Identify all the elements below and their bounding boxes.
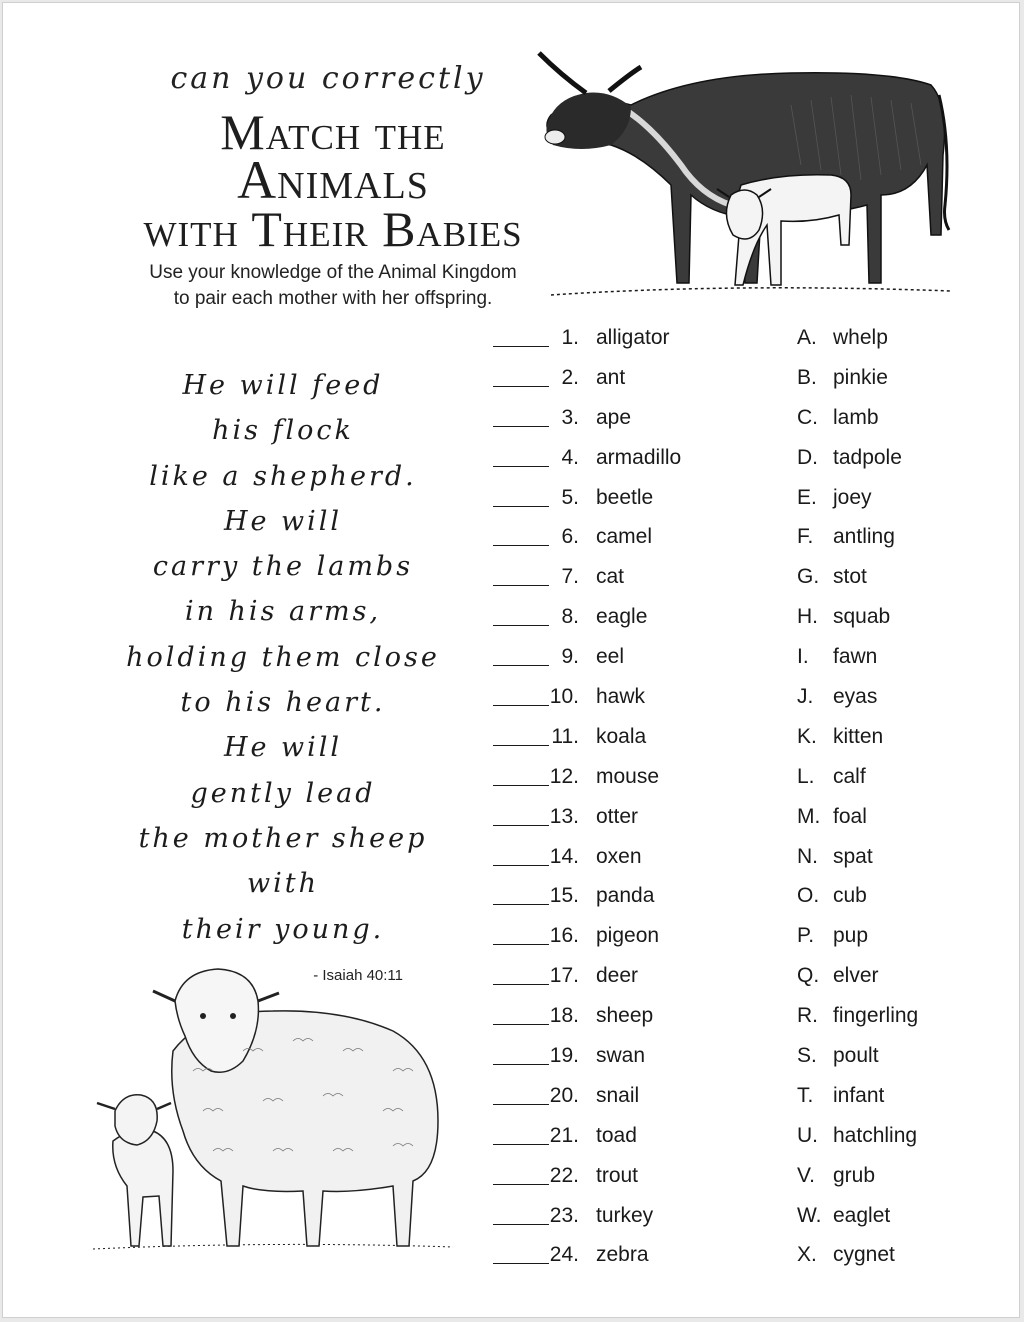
- animal-name: turkey: [596, 1203, 654, 1227]
- item-letter: U.: [797, 1123, 818, 1147]
- list-item: [493, 842, 783, 882]
- animal-name: snail: [596, 1083, 640, 1107]
- babies-list: [797, 323, 997, 1280]
- item-number: 5.: [561, 485, 579, 509]
- item-letter: P.: [797, 924, 815, 948]
- list-item: [493, 1001, 783, 1041]
- item-number: 13.: [549, 804, 579, 828]
- verse-line: holding them close: [126, 641, 440, 673]
- animal-name: mouse: [596, 764, 660, 788]
- item-letter: N.: [797, 844, 818, 868]
- verse-line: with: [247, 868, 319, 900]
- list-item: [493, 403, 783, 443]
- verse-line: the mother sheep: [138, 822, 428, 854]
- answer-blank[interactable]: [493, 785, 549, 786]
- list-item: [797, 323, 997, 363]
- baby-name: fingerling: [833, 1004, 919, 1028]
- list-item: [797, 1240, 997, 1280]
- baby-name: spat: [833, 844, 873, 868]
- item-letter: H.: [797, 605, 818, 629]
- list-item: [493, 522, 783, 562]
- worksheet-page: [2, 2, 1020, 1318]
- item-letter: E.: [797, 485, 817, 509]
- list-item: [797, 363, 997, 403]
- item-number: 2.: [561, 365, 579, 389]
- item-number: 10.: [549, 685, 579, 709]
- intro-line-1: Use your knowledge of the Animal Kingdom: [149, 262, 517, 283]
- list-item: [493, 722, 783, 762]
- list-item: [797, 562, 997, 602]
- list-item: [493, 961, 783, 1001]
- list-item: [493, 602, 783, 642]
- intro-line-2: to pair each mother with her offspring.: [173, 288, 493, 309]
- item-number: 4.: [561, 445, 579, 469]
- item-number: 8.: [561, 605, 579, 629]
- baby-name: whelp: [833, 326, 888, 349]
- list-item: [797, 722, 997, 762]
- animal-name: camel: [596, 525, 653, 549]
- list-item: [797, 961, 997, 1001]
- item-number: 7.: [561, 565, 579, 589]
- animal-name: cat: [596, 565, 625, 589]
- list-item: [493, 1121, 783, 1161]
- answer-blank[interactable]: [493, 1064, 549, 1065]
- item-number: 16.: [549, 924, 579, 948]
- item-number: 1.: [561, 326, 579, 349]
- list-item: [797, 1081, 997, 1121]
- item-letter: C.: [797, 405, 818, 429]
- item-number: 24.: [549, 1243, 579, 1267]
- animal-name: oxen: [596, 844, 642, 868]
- list-item: [797, 642, 997, 682]
- subtitle: can you correctly: [170, 61, 486, 96]
- answer-blank[interactable]: [493, 426, 549, 427]
- verse-line: carry the lambs: [152, 551, 414, 583]
- verse-line: their young.: [181, 913, 385, 945]
- list-item: [797, 1161, 997, 1201]
- item-number: 6.: [561, 525, 579, 549]
- animal-name: zebra: [596, 1243, 649, 1267]
- baby-name: grub: [833, 1163, 876, 1187]
- baby-name: pinkie: [833, 365, 888, 389]
- item-number: 21.: [549, 1123, 579, 1147]
- list-item: [797, 1041, 997, 1081]
- answer-blank[interactable]: [493, 625, 549, 626]
- item-number: 19.: [549, 1044, 579, 1068]
- animal-name: beetle: [596, 485, 654, 509]
- scripture-verse: [73, 363, 493, 952]
- item-letter: K.: [797, 724, 817, 748]
- title-line-1: Match the: [220, 104, 446, 160]
- item-number: 12.: [549, 764, 579, 788]
- item-number: 17.: [549, 964, 579, 988]
- item-letter: T.: [797, 1083, 814, 1107]
- title-line-3: with Their Babies: [143, 201, 523, 257]
- baby-name: eaglet: [833, 1203, 891, 1227]
- list-item: [493, 682, 783, 722]
- verse-citation: - Isaiah 40:11: [313, 967, 403, 984]
- baby-name: infant: [833, 1083, 885, 1107]
- list-item: [797, 881, 997, 921]
- list-item: [797, 1201, 997, 1241]
- animal-name: armadillo: [596, 445, 682, 469]
- baby-name: elver: [833, 964, 879, 988]
- answer-blank[interactable]: [493, 865, 549, 866]
- answer-blank[interactable]: [493, 705, 549, 706]
- list-item: [493, 1240, 783, 1280]
- list-item: [493, 1041, 783, 1081]
- animal-name: eagle: [596, 605, 648, 629]
- list-item: [493, 323, 783, 363]
- list-item: [493, 443, 783, 483]
- list-item: [493, 483, 783, 523]
- list-item: [797, 483, 997, 523]
- baby-name: poult: [833, 1044, 879, 1068]
- baby-name: tadpole: [833, 445, 902, 469]
- list-item: [493, 642, 783, 682]
- item-letter: I.: [797, 645, 809, 669]
- item-letter: W.: [797, 1203, 822, 1227]
- animal-name: deer: [596, 964, 639, 988]
- answer-blank[interactable]: [493, 1144, 549, 1145]
- answer-blank[interactable]: [493, 825, 549, 826]
- item-letter: F.: [797, 525, 814, 549]
- animal-name: sheep: [596, 1004, 654, 1028]
- baby-name: antling: [833, 525, 895, 549]
- list-item: [493, 363, 783, 403]
- baby-name: pup: [833, 924, 869, 948]
- item-letter: D.: [797, 445, 818, 469]
- item-letter: A.: [797, 326, 817, 349]
- verse-line: in his arms,: [184, 596, 382, 628]
- answer-blank[interactable]: [493, 745, 549, 746]
- item-number: 20.: [549, 1083, 579, 1107]
- baby-name: foal: [833, 804, 867, 828]
- animal-name: koala: [596, 724, 647, 748]
- answer-blank[interactable]: [493, 506, 549, 507]
- answer-blank[interactable]: [493, 346, 549, 347]
- verse-line: to his heart.: [180, 687, 386, 719]
- item-number: 11.: [551, 724, 579, 748]
- answer-blank[interactable]: [493, 665, 549, 666]
- animal-name: ape: [596, 405, 632, 429]
- baby-name: cygnet: [833, 1243, 895, 1267]
- item-letter: X.: [797, 1243, 817, 1267]
- item-letter: O.: [797, 884, 820, 908]
- cow-and-calf-illustration: [531, 45, 961, 305]
- baby-name: joey: [833, 485, 872, 509]
- list-item: [797, 443, 997, 483]
- list-item: [797, 762, 997, 802]
- answer-blank[interactable]: [493, 585, 549, 586]
- answer-blank[interactable]: [493, 1104, 549, 1105]
- item-letter: M.: [797, 804, 821, 828]
- verse-line: He will feed: [182, 370, 384, 401]
- baby-name: hatchling: [833, 1123, 918, 1147]
- baby-name: eyas: [833, 685, 878, 709]
- list-item: [797, 921, 997, 961]
- animal-name: eel: [596, 645, 625, 669]
- item-number: 9.: [561, 645, 579, 669]
- answer-blank[interactable]: [493, 466, 549, 467]
- list-item: [493, 1201, 783, 1241]
- animal-name: toad: [596, 1123, 637, 1147]
- animal-name: pigeon: [596, 924, 660, 948]
- list-item: [493, 762, 783, 802]
- list-item: [797, 1001, 997, 1041]
- item-letter: L.: [797, 764, 815, 788]
- title-line-2: Animals: [237, 150, 429, 210]
- sheep-and-lamb-illustration: [93, 961, 453, 1261]
- verse-line: his flock: [212, 415, 354, 447]
- answer-blank[interactable]: [493, 1224, 549, 1225]
- item-number: 14.: [549, 844, 579, 868]
- list-item: [797, 682, 997, 722]
- answer-blank[interactable]: [493, 1024, 549, 1025]
- baby-name: lamb: [833, 405, 879, 429]
- list-item: [493, 1081, 783, 1121]
- verse-line: He will: [223, 732, 343, 764]
- list-item: [493, 921, 783, 961]
- answer-blank[interactable]: [493, 1184, 549, 1185]
- list-item: [493, 1161, 783, 1201]
- list-item: [493, 562, 783, 602]
- item-number: 22.: [549, 1163, 579, 1187]
- item-number: 18.: [549, 1004, 579, 1028]
- baby-name: kitten: [833, 724, 884, 748]
- baby-name: fawn: [833, 645, 878, 669]
- list-item: [797, 802, 997, 842]
- answer-blank[interactable]: [493, 545, 549, 546]
- animal-name: otter: [596, 804, 639, 828]
- item-number: 15.: [549, 884, 579, 908]
- verse-line: like a shepherd.: [149, 460, 417, 492]
- list-item: [797, 602, 997, 642]
- list-item: [797, 403, 997, 443]
- animal-name: swan: [596, 1044, 646, 1068]
- baby-name: calf: [833, 764, 866, 788]
- list-item: [493, 881, 783, 921]
- verse-line: He will: [223, 505, 343, 537]
- animals-list: [493, 323, 783, 1280]
- baby-name: squab: [833, 605, 891, 629]
- answer-blank[interactable]: [493, 1263, 549, 1264]
- item-letter: B.: [797, 365, 817, 389]
- animal-name: alligator: [596, 326, 670, 349]
- item-letter: G.: [797, 565, 820, 589]
- item-letter: V.: [797, 1163, 815, 1187]
- item-letter: S.: [797, 1044, 817, 1068]
- item-number: 3.: [561, 405, 579, 429]
- list-item: [797, 522, 997, 562]
- baby-name: cub: [833, 884, 867, 908]
- answer-blank[interactable]: [493, 944, 549, 945]
- list-item: [797, 842, 997, 882]
- answer-blank[interactable]: [493, 904, 549, 905]
- animal-name: hawk: [596, 685, 646, 709]
- list-item: [797, 1121, 997, 1161]
- verse-line: gently lead: [190, 777, 376, 809]
- answer-blank[interactable]: [493, 984, 549, 985]
- animal-name: trout: [596, 1163, 639, 1187]
- animal-name: panda: [596, 884, 655, 908]
- answer-blank[interactable]: [493, 386, 549, 387]
- item-letter: J.: [797, 685, 814, 709]
- item-letter: Q.: [797, 964, 820, 988]
- baby-name: stot: [833, 565, 867, 589]
- animal-name: ant: [596, 365, 626, 389]
- item-letter: R.: [797, 1004, 818, 1028]
- item-number: 23.: [549, 1203, 579, 1227]
- list-item: [493, 802, 783, 842]
